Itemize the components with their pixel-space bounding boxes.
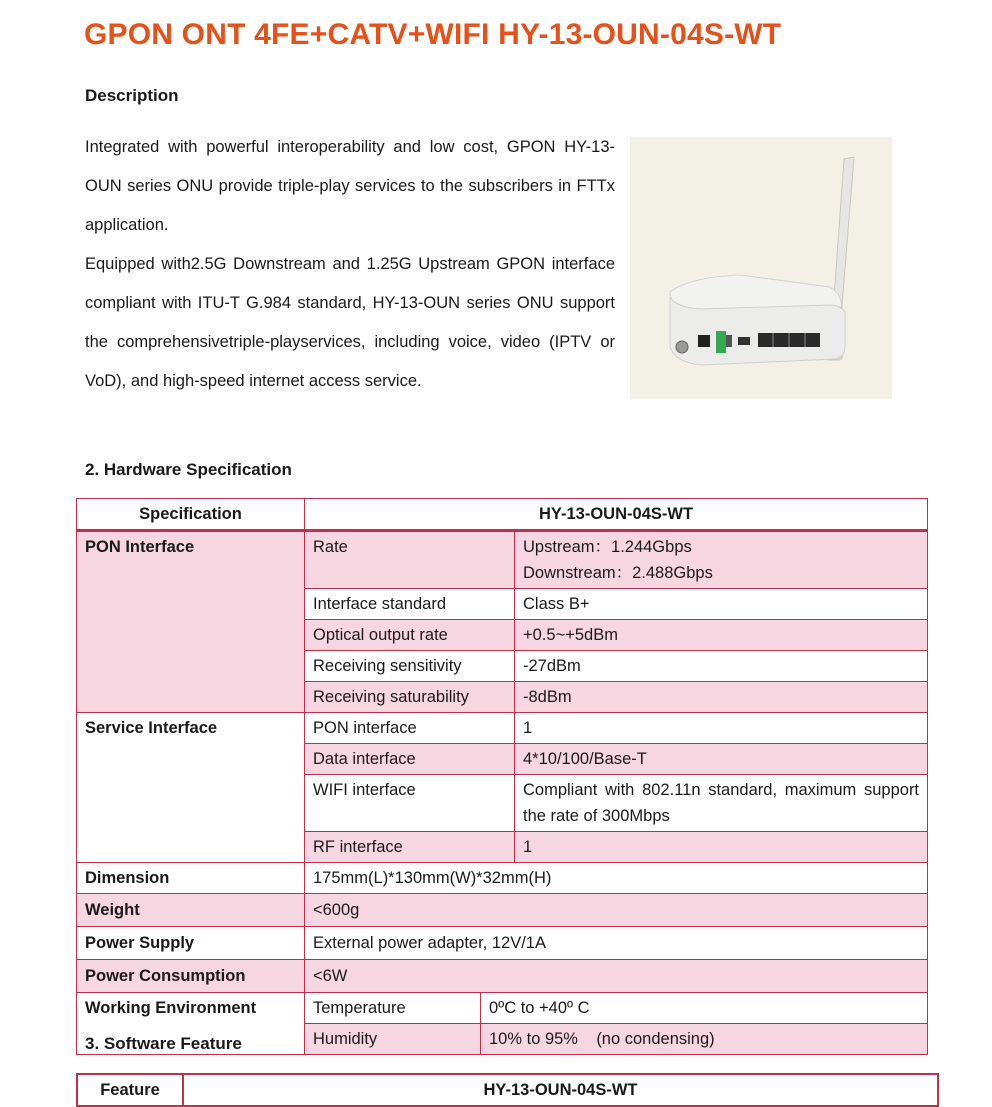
table-row bbox=[77, 713, 928, 744]
page-title: GPON ONT 4FE+CATV+WIFI HY-13-OUN-04S-WT bbox=[84, 18, 782, 51]
data-interface-label: Data interface bbox=[305, 744, 515, 775]
receiving-saturability-label: Receiving saturability bbox=[305, 682, 515, 713]
table-row bbox=[77, 960, 928, 993]
ont-router-illustration bbox=[630, 137, 892, 399]
dimension-label: Dimension bbox=[77, 863, 305, 894]
interface-standard-label: Interface standard bbox=[305, 589, 515, 620]
header-model: HY-13-OUN-04S-WT bbox=[183, 1074, 938, 1106]
receiving-sensitivity-label: Receiving sensitivity bbox=[305, 651, 515, 682]
header-specification: Specification bbox=[77, 499, 305, 531]
wifi-interface-label: WIFI interface bbox=[305, 775, 515, 832]
hardware-heading: 2. Hardware Specification bbox=[85, 460, 292, 479]
pon-port-value: 1 bbox=[515, 713, 928, 744]
dimension-value: 175mm(L)*130mm(W)*32mm(H) bbox=[305, 863, 928, 894]
rate-downstream: Downstream：2.488Gbps bbox=[523, 564, 713, 582]
table-row bbox=[77, 531, 928, 589]
humidity-label: Humidity bbox=[305, 1024, 481, 1055]
power-supply-value: External power adapter, 12V/1A bbox=[305, 927, 928, 960]
temperature-value: 0ºC to +40º C bbox=[481, 993, 928, 1024]
wifi-interface-value: Compliant with 802.11n standard, maximum support the rate of 300Mbps bbox=[515, 775, 928, 832]
optical-output-value: +0.5~+5dBm bbox=[515, 620, 928, 651]
rate-value bbox=[515, 531, 928, 589]
service-interface-label: Service Interface bbox=[77, 713, 305, 863]
rf-interface-value: 1 bbox=[515, 832, 928, 863]
description-paragraph-2: Equipped with2.5G Downstream and 1.25G Upstream GPON interface compliant with ITU-T G.984 standard, HY-13-OUN series ONU support the comprehensivetriple-playservices, including voice, video (IPTV or VoD), and high-speed internet access service. bbox=[85, 255, 615, 390]
hardware-spec-table bbox=[76, 498, 928, 1055]
optical-output-label: Optical output rate bbox=[305, 620, 515, 651]
table-row bbox=[77, 894, 928, 927]
description-heading: Description bbox=[85, 86, 179, 105]
interface-standard-value: Class B+ bbox=[515, 589, 928, 620]
receiving-saturability-value: -8dBm bbox=[515, 682, 928, 713]
pon-interface-label: PON Interface bbox=[77, 531, 305, 713]
working-environment-label: Working Environment bbox=[77, 993, 305, 1055]
data-interface-value: 4*10/100/Base-T bbox=[515, 744, 928, 775]
power-supply-label: Power Supply bbox=[77, 927, 305, 960]
power-consumption-value: <6W bbox=[305, 960, 928, 993]
header-model: HY-13-OUN-04S-WT bbox=[305, 499, 928, 531]
humidity-value: 10% to 95% (no condensing) bbox=[481, 1024, 928, 1055]
rate-upstream: Upstream：1.244Gbps bbox=[523, 538, 692, 556]
weight-value: <600g bbox=[305, 894, 928, 927]
table-row bbox=[77, 993, 928, 1024]
power-consumption-label: Power Consumption bbox=[77, 960, 305, 993]
weight-label: Weight bbox=[77, 894, 305, 927]
pon-port-label: PON interface bbox=[305, 713, 515, 744]
description-text bbox=[85, 128, 615, 401]
receiving-sensitivity-value: -27dBm bbox=[515, 651, 928, 682]
table-header-row bbox=[77, 1074, 938, 1106]
table-row bbox=[77, 927, 928, 960]
table-header-row bbox=[77, 499, 928, 531]
description-paragraph-1: Integrated with powerful interoperability and low cost, GPON HY-13-OUN series ONU provide triple-play services to the subscribers in FTTx application. bbox=[85, 138, 615, 234]
software-heading: 3. Software Feature bbox=[85, 1034, 242, 1053]
table-row bbox=[77, 863, 928, 894]
header-feature: Feature bbox=[77, 1074, 183, 1106]
rate-label: Rate bbox=[305, 531, 515, 589]
rf-interface-label: RF interface bbox=[305, 832, 515, 863]
software-feature-table bbox=[76, 1073, 939, 1107]
product-image bbox=[630, 137, 892, 399]
temperature-label: Temperature bbox=[305, 993, 481, 1024]
